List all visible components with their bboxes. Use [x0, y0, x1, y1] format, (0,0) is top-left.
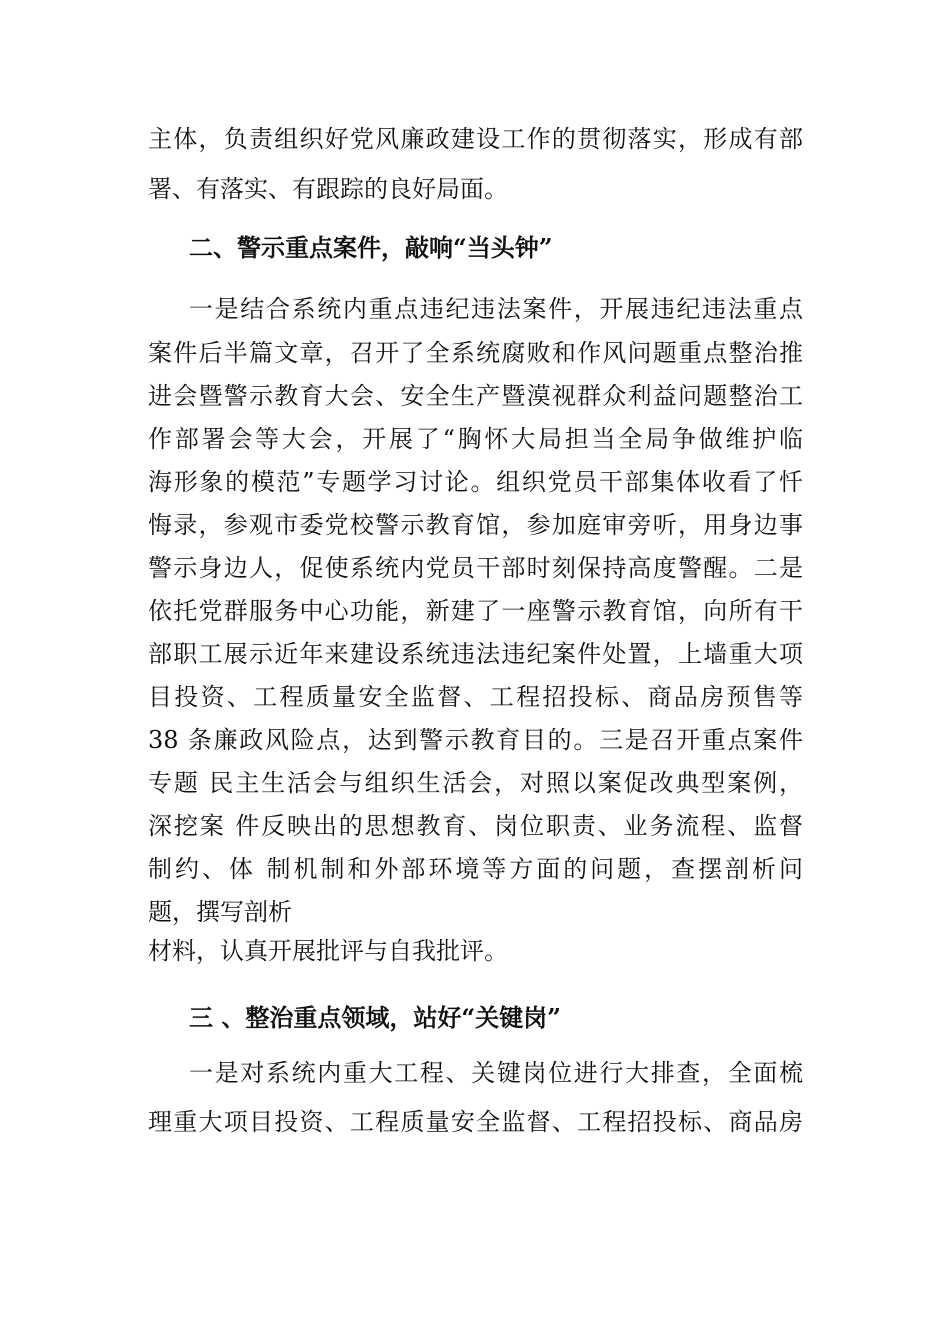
paragraph-line: 制约、体 制机制和外部环境等方面的问题，查摆剖析问 — [148, 855, 803, 883]
paragraph-line: 悔录，参观市委党校警示教育馆，参加庭审旁听，用身边事 — [148, 511, 803, 539]
paragraph-line: 一是对系统内重大工程、关键岗位进行大排查，全面梳 — [189, 1059, 803, 1087]
document-page — [148, 0, 803, 1344]
paragraph-line: 深挖案 件反映出的思想教育、岗位职责、业务流程、监督 — [148, 812, 803, 840]
paragraph-line: 一是结合系统内重点违纪违法案件，开展违纪违法重点 — [189, 295, 803, 323]
section-heading: 二、警示重点案件，敲响“当头钟” — [189, 233, 553, 262]
section-heading: 三 、整治重点领域，站好“关键岗” — [189, 1003, 561, 1032]
paragraph-line: 理重大项目投资、工程质量安全监督、工程招投标、商品房 — [148, 1108, 803, 1136]
paragraph-line: 作部署会等大会，开展了“胸怀大局担当全局争做维护临 — [148, 425, 803, 453]
paragraph-line: 署、有落实、有跟踪的良好局面。 — [148, 175, 508, 203]
paragraph-line: 材料，认真开展批评与自我批评。 — [148, 937, 508, 965]
paragraph-line: 专题 民主生活会与组织生活会，对照以案促改典型案例， — [148, 769, 803, 797]
paragraph-line: 进会暨警示教育大会、安全生产暨漠视群众利益问题整治工 — [148, 382, 803, 410]
paragraph-line: 依托党群服务中心功能，新建了一座警示教育馆，向所有干 — [148, 597, 803, 625]
paragraph-line: 案件后半篇文章，召开了全系统腐败和作风问题重点整治推 — [148, 339, 803, 367]
paragraph-line: 题，撰写剖析 — [148, 898, 292, 926]
paragraph-line: 目投资、工程质量安全监督、工程招投标、商品房预售等 — [148, 683, 803, 711]
paragraph-line: 主体，负责组织好党风廉政建设工作的贯彻落实，形成有部 — [148, 125, 803, 153]
paragraph-line: 海形象的模范”专题学习讨论。组织党员干部集体收看了忏 — [148, 468, 803, 496]
paragraph-line: 38 条廉政风险点，达到警示教育目的。三是召开重点案件 — [148, 726, 803, 754]
paragraph-line: 部职工展示近年来建设系统违法违纪案件处置，上墙重大项 — [148, 640, 803, 668]
paragraph-line: 警示身边人，促使系统内党员干部时刻保持高度警醒。二是 — [148, 554, 803, 582]
